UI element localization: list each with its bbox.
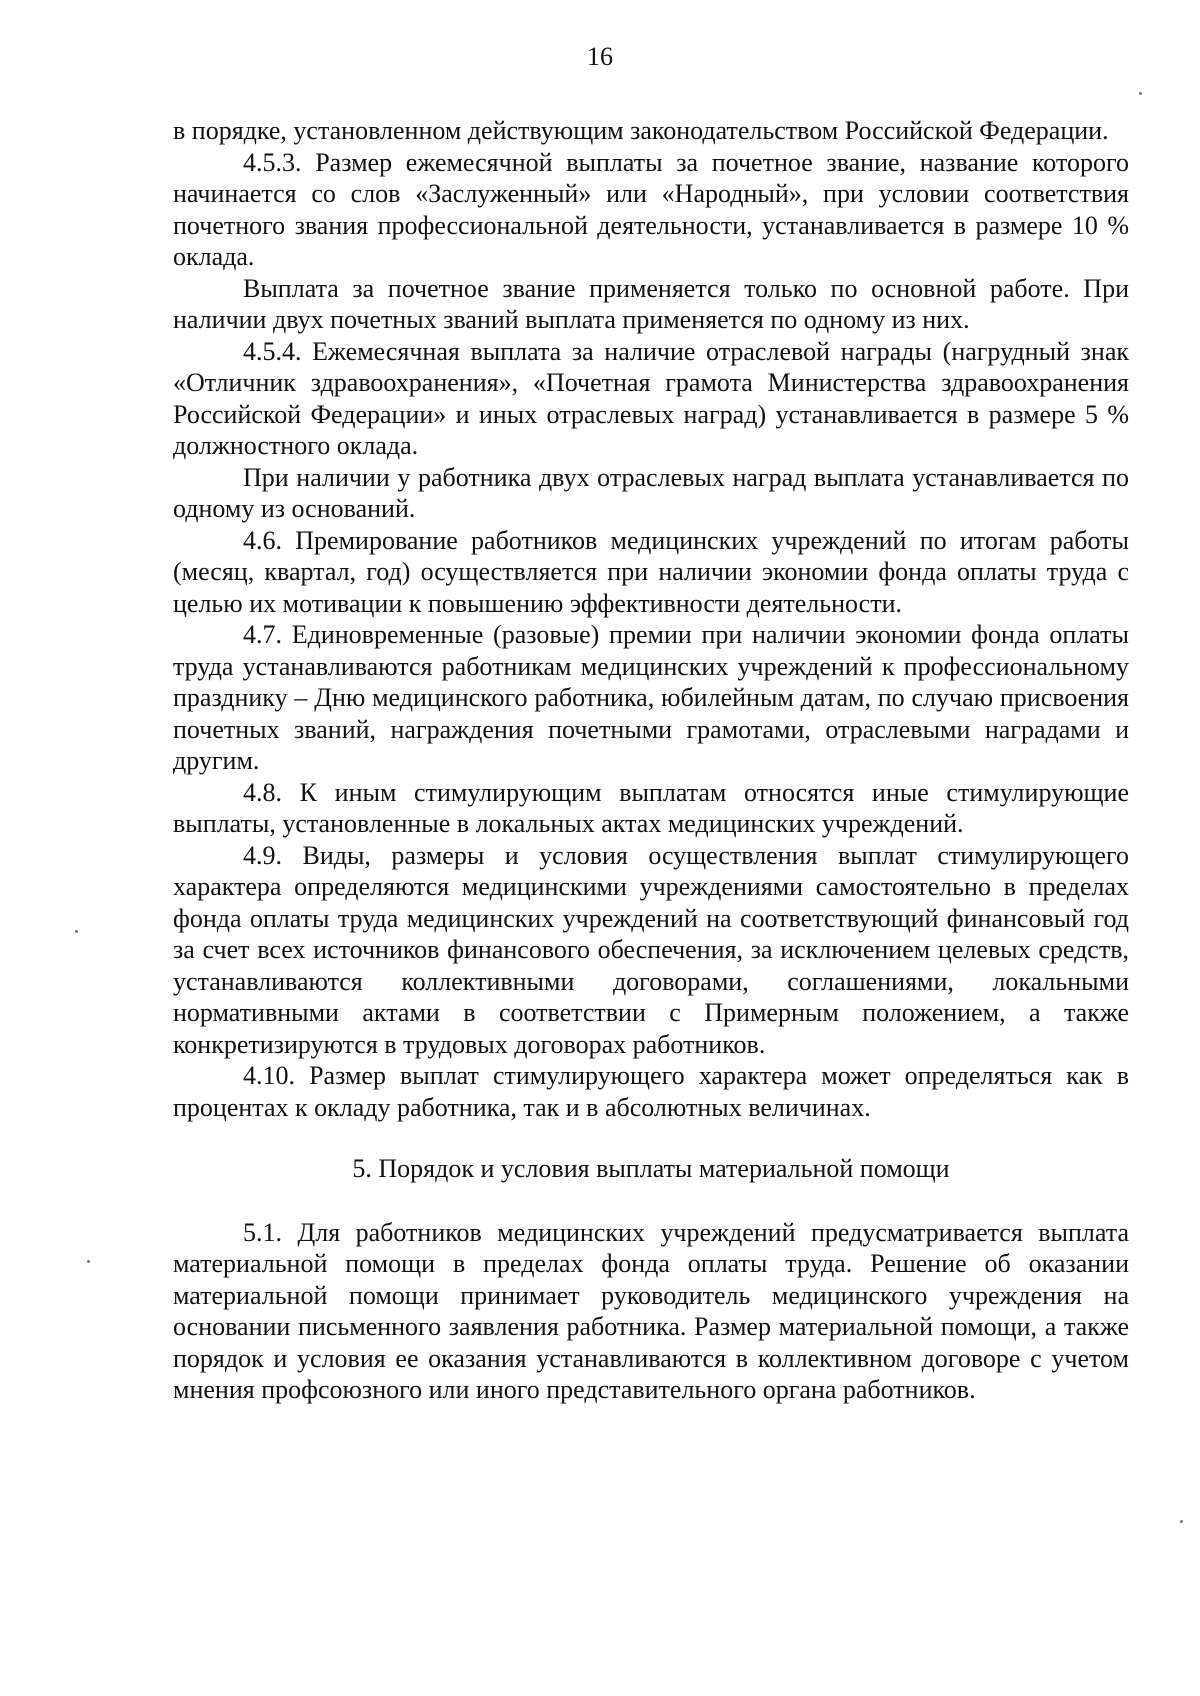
document-body — [173, 115, 1129, 1406]
paragraph-4-7: 4.7. Единовременные (разовые) премии при наличии экономии фонда оплаты труда устанавливаются работникам медицинских учреждений к профессиональному празднику – Дню медицинского работника, юбилейным датам, по случаю присвоения почетных званий, награждения почетными грамотами, отраслевыми наградами и другим. — [173, 620, 1129, 775]
scan-speck — [1139, 92, 1142, 95]
page-number: 16 — [587, 42, 613, 71]
paragraph-4-10: 4.10. Размер выплат стимулирующего характера может определяться как в процентах к окладу работника, так и в абсолютных величинах. — [173, 1061, 1129, 1122]
scan-speck — [1180, 1520, 1183, 1523]
paragraph-4-8: 4.8. К иным стимулирующим выплатам относятся иные стимулирующие выплаты, установленные в локальных актах медицинских учреждений. — [173, 777, 1129, 838]
paragraph-4-5-3: 4.5.3. Размер ежемесячной выплаты за почетное звание, название которого начинается со слов «Заслуженный» или «Народный», при условии соответствия почетного звания профессиональной деятельности, устанавливается в размере 10 % оклада. — [173, 147, 1129, 271]
paragraph-two-awards-note: При наличии у работника двух отраслевых наград выплата устанавливается по одному из оснований. — [173, 462, 1129, 523]
paragraph-4-9: 4.9. Виды, размеры и условия осуществления выплат стимулирующего характера определяются медицинскими учреждениями самостоятельно в пределах фонда оплаты труда медицинских учреждений на соответствующий финансовый год за счет всех источников финансового обеспечения, за исключением целевых средств, устанавливаются коллективными договорами, соглашениями, локальными нормативными актами в соответствии с Примерным положением, а также конкретизируются в трудовых договорах работников. — [173, 840, 1129, 1059]
paragraph-honorary-title-note: Выплата за почетное звание применяется только по основной работе. При наличии двух почетных званий выплата применяется по одному из них. — [173, 273, 1129, 334]
paragraph-4-5-4: 4.5.4. Ежемесячная выплата за наличие отраслевой награды (нагрудный знак «Отличник здравоохранения», «Почетная грамота Министерства здравоохранения Российской Федерации» и иных отраслевых наград) устанавливается в размере 5 % должностного оклада. — [173, 336, 1129, 460]
scan-speck — [75, 930, 78, 933]
paragraph-4-6: 4.6. Премирование работников медицинских учреждений по итогам работы (месяц, квартал, год) осуществляется при наличии экономии фонда оплаты труда с целью их мотивации к повышению эффективности деятельности. — [173, 525, 1129, 618]
section-heading: 5. Порядок и условия выплаты материальной помощи — [352, 1154, 950, 1183]
scan-speck — [87, 1260, 90, 1263]
paragraph-continuation: в порядке, установленном действующим законодательством Российской Федерации. — [173, 116, 1109, 145]
paragraph-5-1: 5.1. Для работников медицинских учреждений предусматривается выплата материальной помощи в пределах фонда оплаты труда. Решение об оказании материальной помощи принимает руководитель медицинского учреждения на основании письменного заявления работника. Размер материальной помощи, а также порядок и условия ее оказания устанавливаются в коллективном договоре с учетом мнения профсоюзного или иного представительного органа работников. — [173, 1217, 1129, 1404]
